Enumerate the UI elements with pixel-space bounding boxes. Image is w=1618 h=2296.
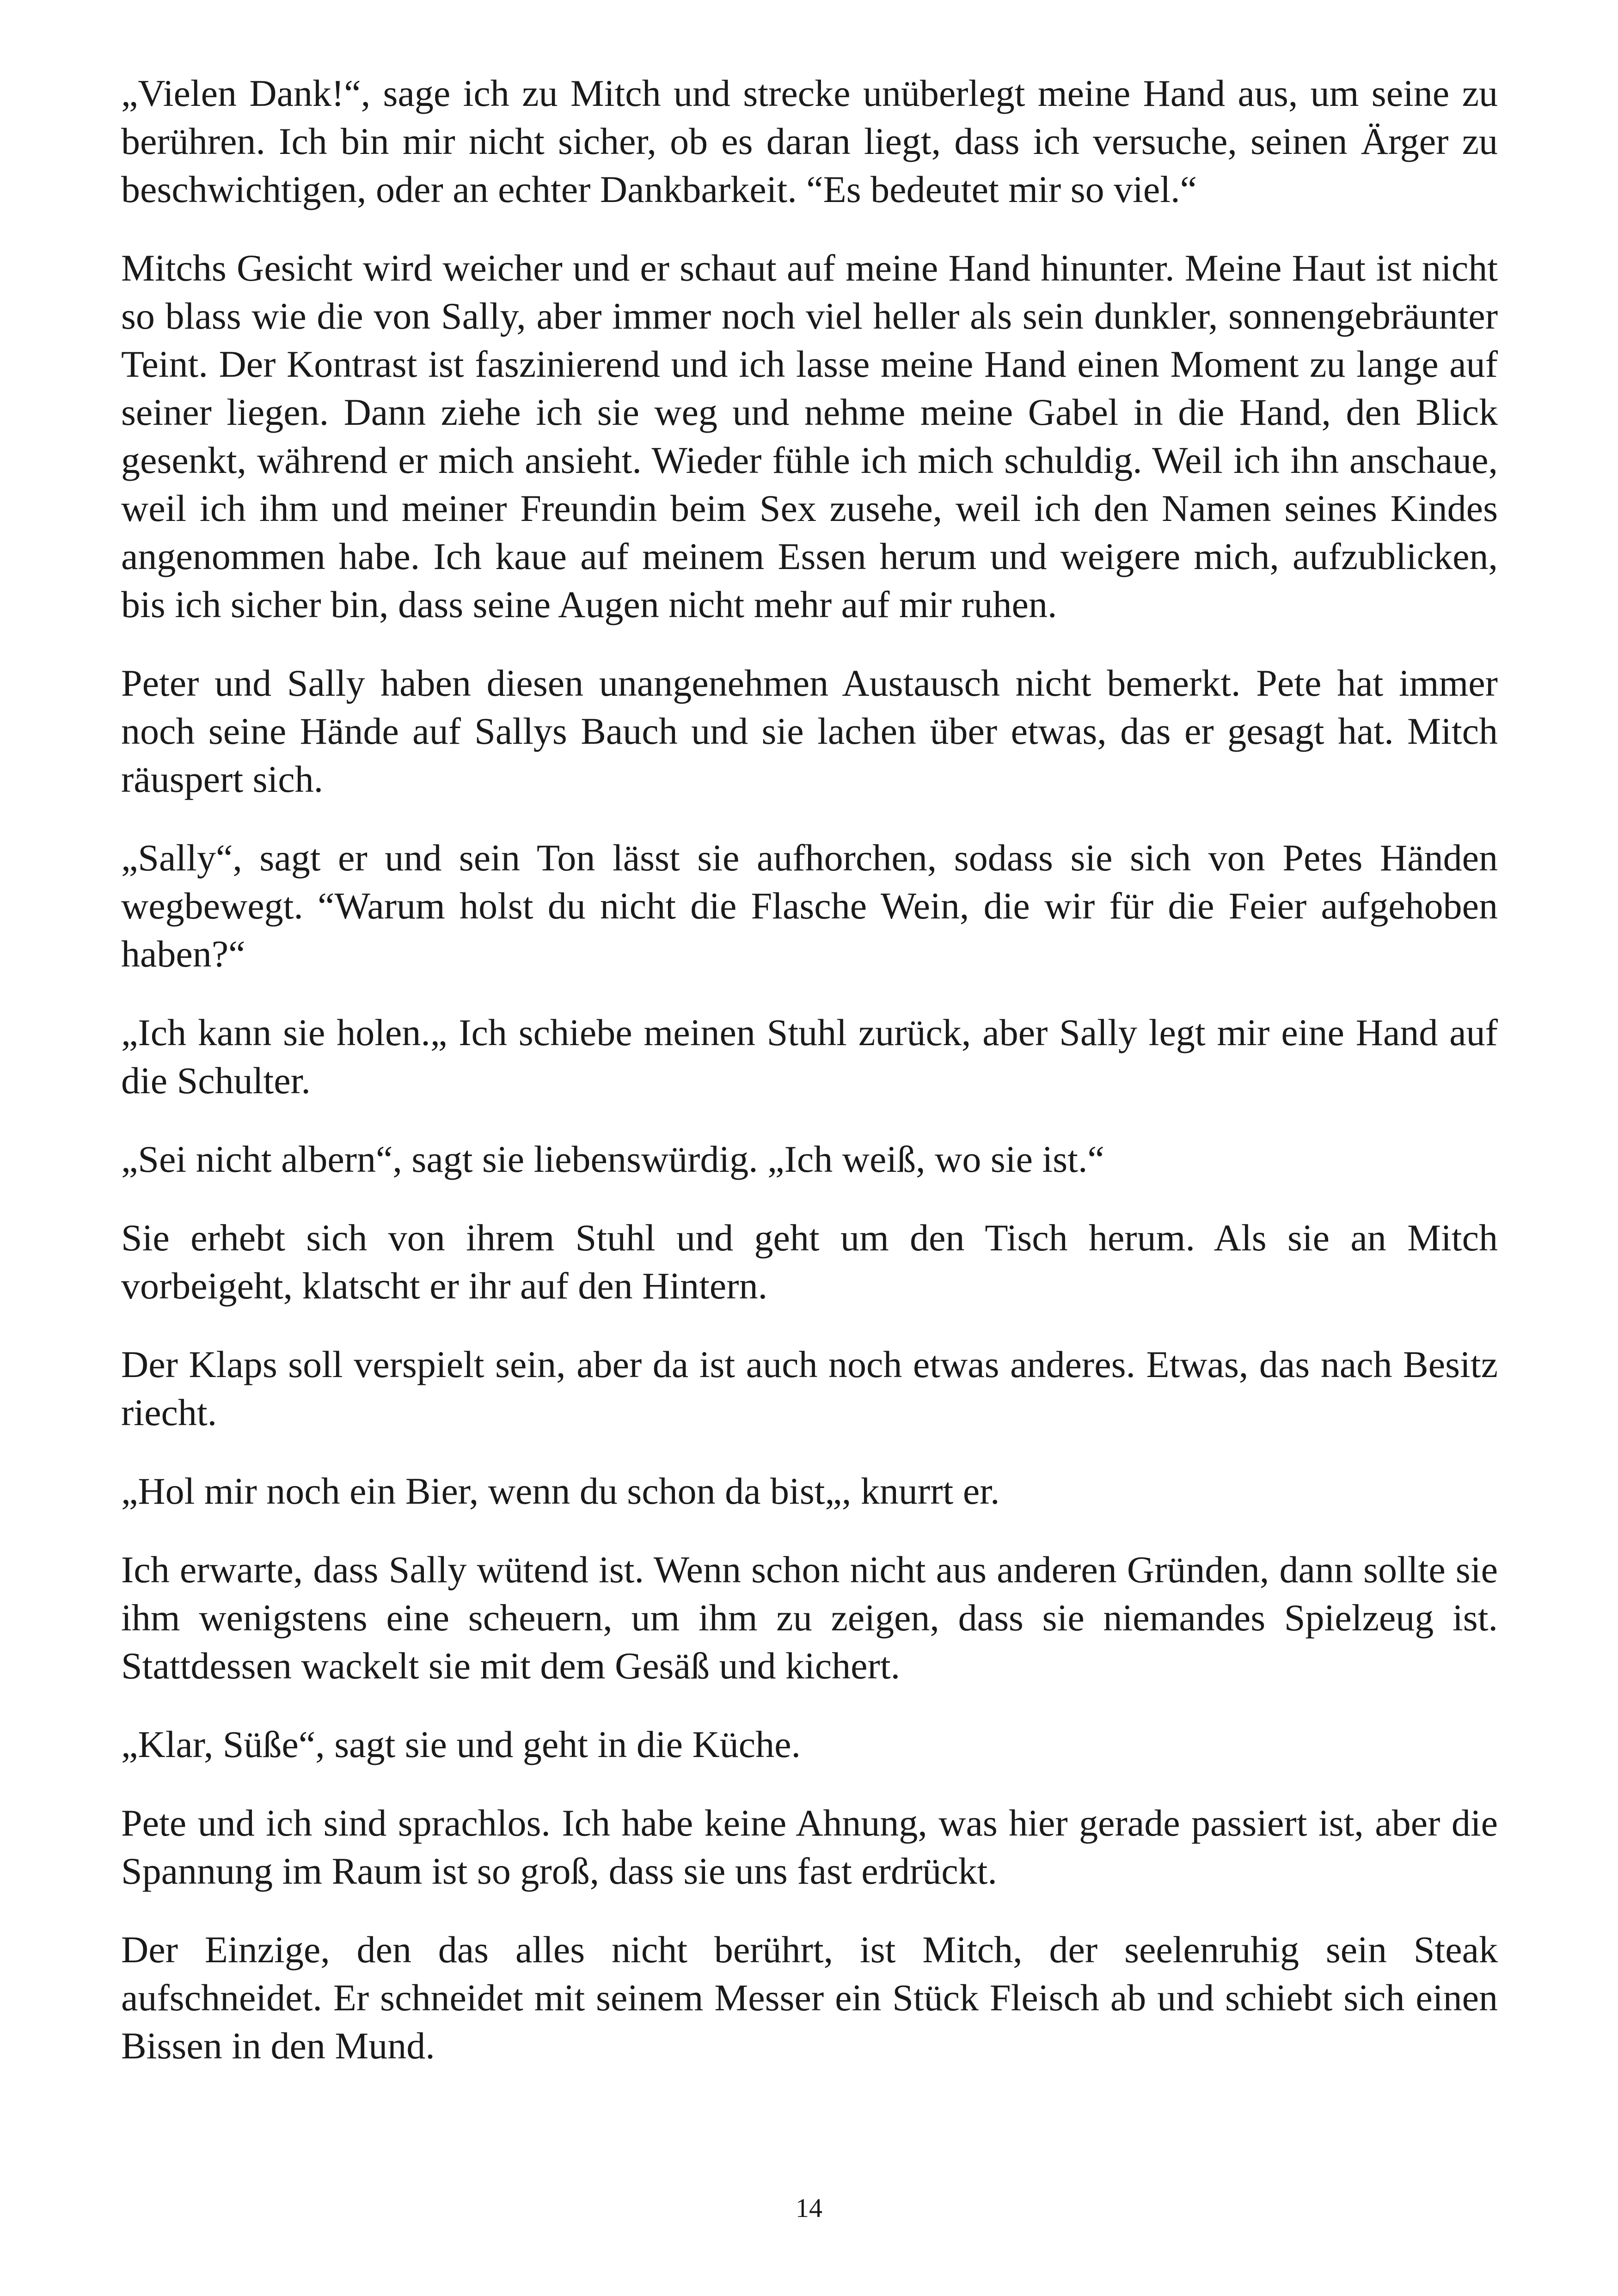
paragraph: Peter und Sally haben diesen unangenehmen Austausch nicht bemerkt. Pete hat immer noch seine Hände auf Sallys Bauch und sie lachen über etwas, das er gesagt hat. Mitch räuspert sich. bbox=[121, 662, 1498, 800]
paragraph: Mitchs Gesicht wird weicher und er schaut auf meine Hand hinunter. Meine Haut ist nicht so blass wie die von Sally, aber immer noch viel heller als sein dunkler, sonnengebräunter Teint. Der Kontrast ist faszinierend und ich lasse meine Hand einen Moment zu lange auf seiner liegen. Dann ziehe ich sie weg und nehme meine Gabel in die Hand, den Blick gesenkt, während er mich ansieht. Wieder fühle ich mich schuldig. Weil ich ihn anschaue, weil ich ihm und meiner Freundin beim Sex zusehe, weil ich den Namen seines Kindes angenommen habe. Ich kaue auf meinem Essen herum und weigere mich, aufzublicken, bis ich sicher bin, dass seine Augen nicht mehr auf mir ruhen. bbox=[121, 247, 1498, 625]
paragraph: Der Klaps soll verspielt sein, aber da ist auch noch etwas anderes. Etwas, das nach Besitz riecht. bbox=[121, 1343, 1498, 1433]
paragraph: „Hol mir noch ein Bier, wenn du schon da bist„, knurrt er. bbox=[121, 1470, 1000, 1512]
page-body bbox=[121, 69, 1498, 2100]
paragraph: Sie erhebt sich von ihrem Stuhl und geht um den Tisch herum. Als sie an Mitch vorbeigeht, klatscht er ihr auf den Hintern. bbox=[121, 1217, 1498, 1307]
paragraph: Der Einzige, den das alles nicht berührt, ist Mitch, der seelenruhig sein Steak aufschneidet. Er schneidet mit seinem Messer ein Stück Fleisch ab und schiebt sich einen Bissen in den Mund. bbox=[121, 1929, 1498, 2067]
page-number: 14 bbox=[796, 2193, 822, 2223]
paragraph: „Sei nicht albern“, sagt sie liebenswürdig. „Ich weiß, wo sie ist.“ bbox=[121, 1138, 1104, 1180]
paragraph: „Ich kann sie holen.„ Ich schiebe meinen Stuhl zurück, aber Sally legt mir eine Hand auf die Schulter. bbox=[121, 1011, 1498, 1102]
paragraph: Ich erwarte, dass Sally wütend ist. Wenn schon nicht aus anderen Gründen, dann sollte sie ihm wenigstens eine scheuern, um ihm zu zeigen, dass sie niemandes Spielzeug ist. Stattdessen wackelt sie mit dem Gesäß und kichert. bbox=[121, 1549, 1498, 1687]
paragraph: „Sally“, sagt er und sein Ton lässt sie aufhorchen, sodass sie sich von Petes Händen wegbewegt. “Warum holst du nicht die Flasche Wein, die wir für die Feier aufgehoben haben?“ bbox=[121, 837, 1498, 975]
paragraph: „Vielen Dank!“, sage ich zu Mitch und strecke unüberlegt meine Hand aus, um seine zu berühren. Ich bin mir nicht sicher, ob es daran liegt, dass ich versuche, seinen Ärger zu beschwichtigen, oder an echter Dankbarkeit. “Es bedeutet mir so viel.“ bbox=[121, 72, 1498, 210]
paragraph: „Klar, Süße“, sagt sie und geht in die Küche. bbox=[121, 1723, 801, 1765]
paragraph: Pete und ich sind sprachlos. Ich habe keine Ahnung, was hier gerade passiert ist, aber die Spannung im Raum ist so groß, dass sie uns fast erdrückt. bbox=[121, 1802, 1498, 1892]
